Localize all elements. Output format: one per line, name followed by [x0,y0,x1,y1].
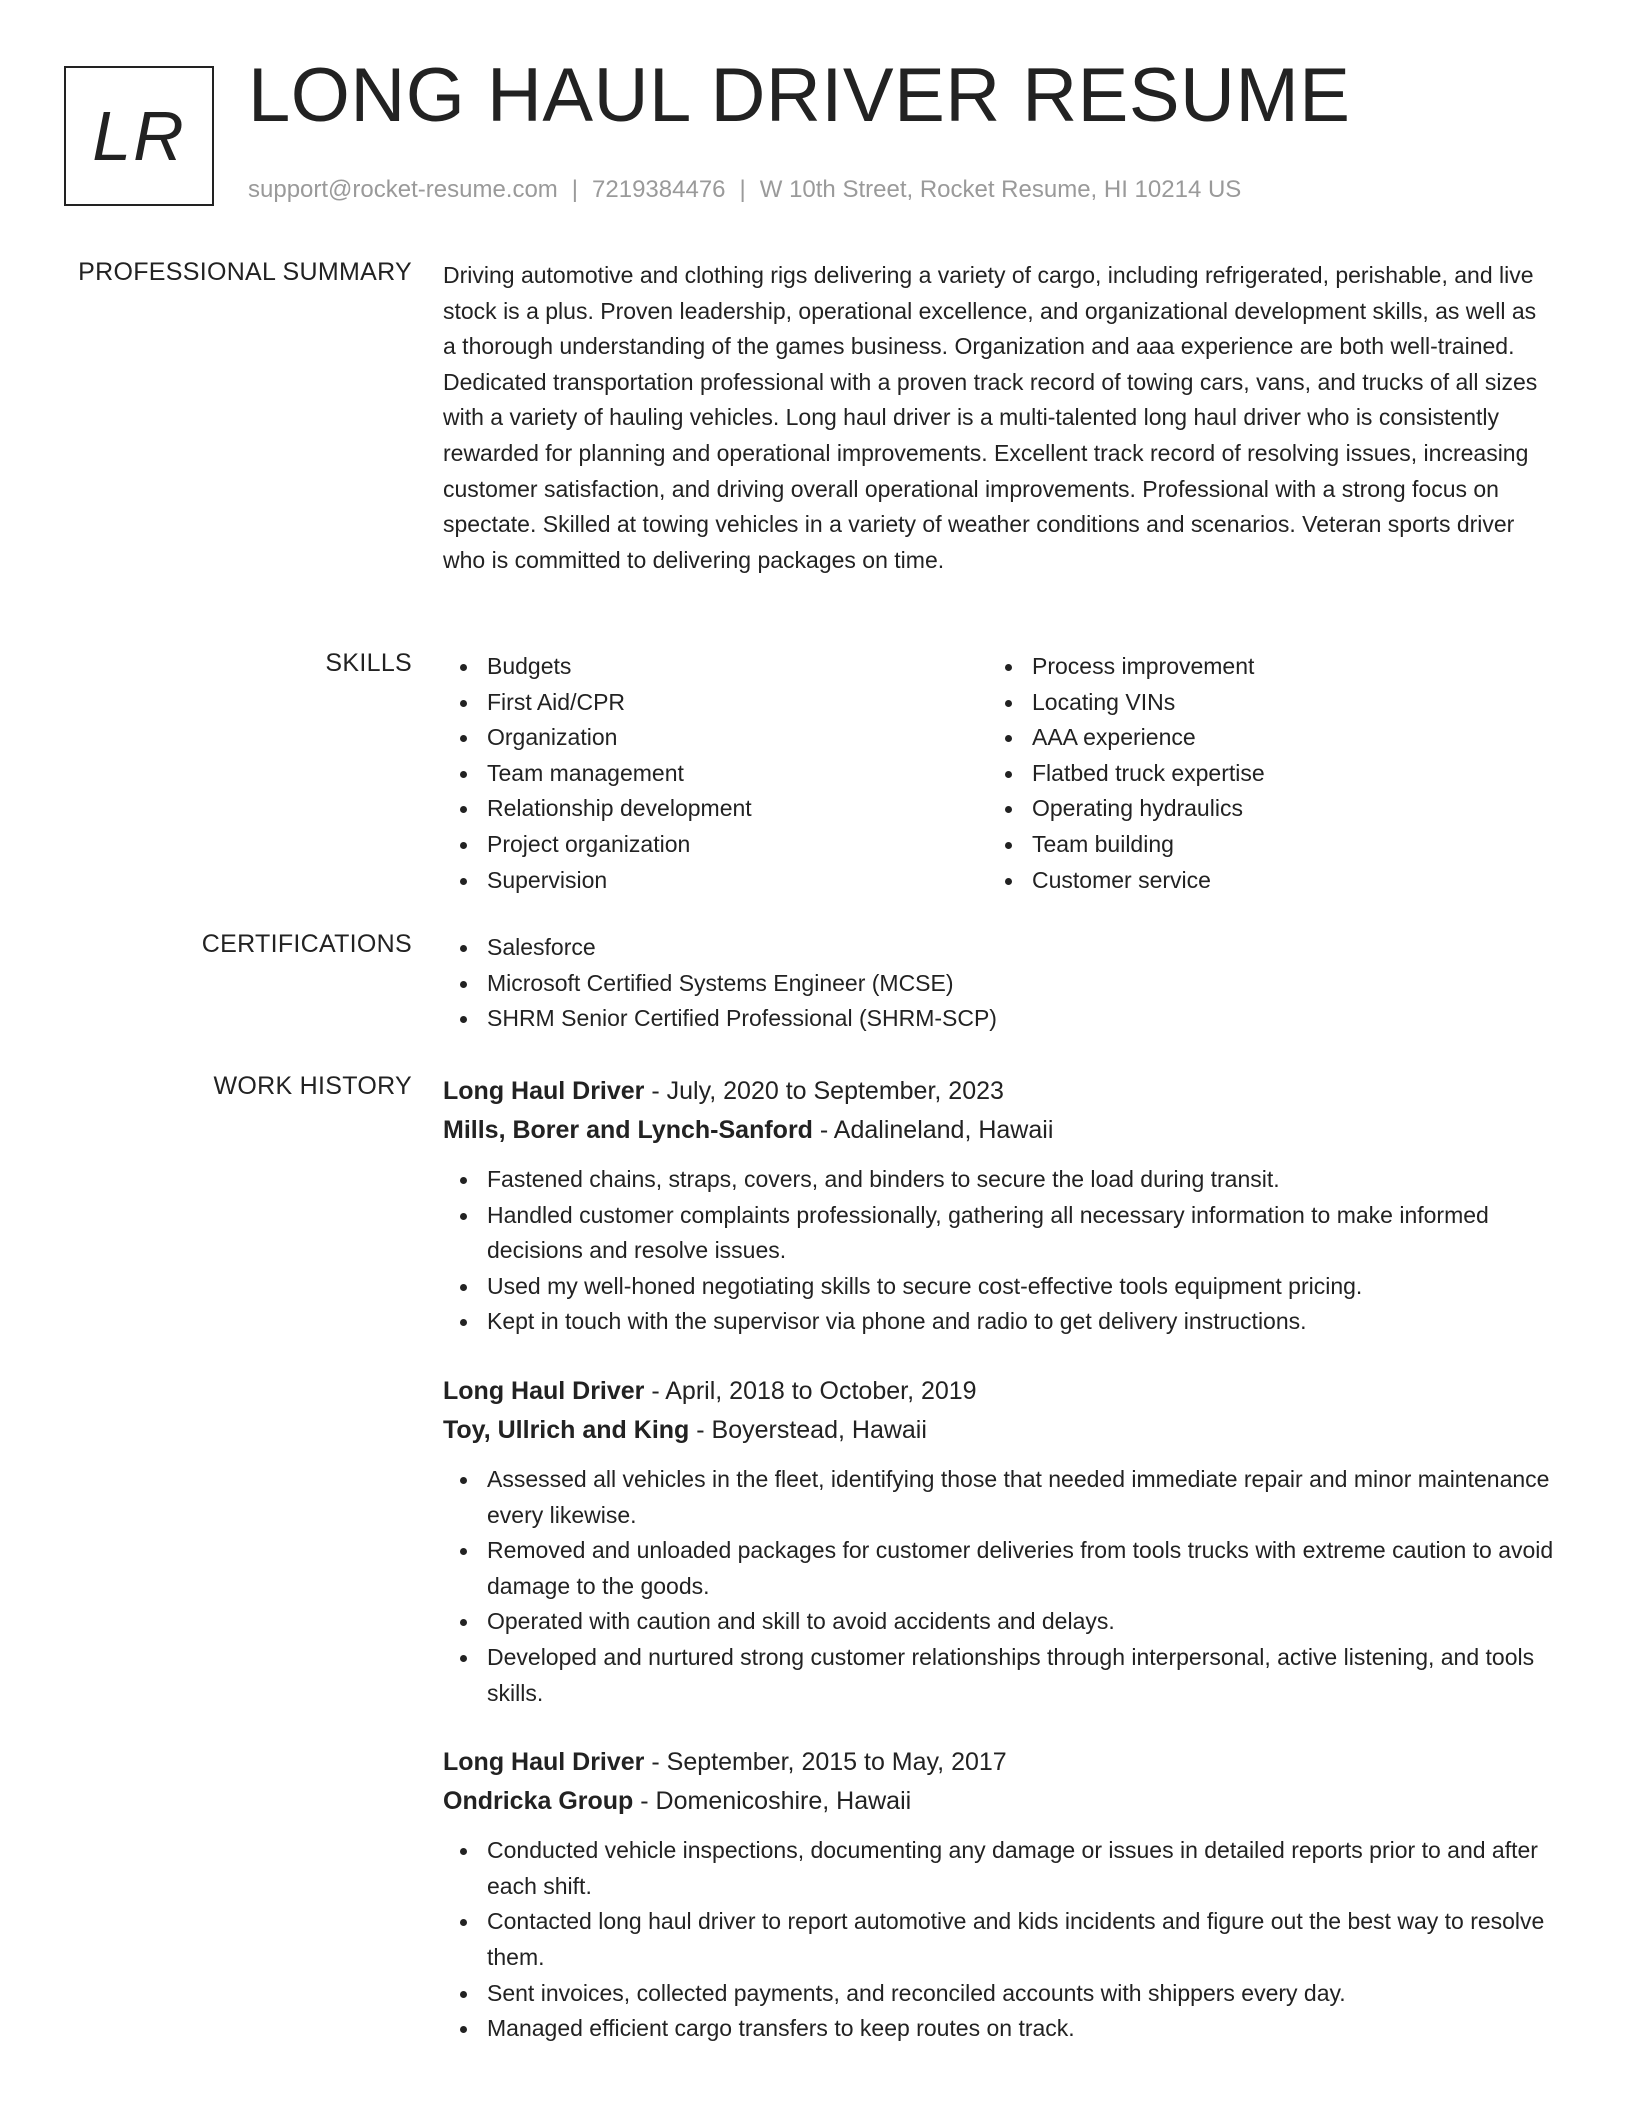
resume-title: LONG HAUL DRIVER RESUME [248,53,1351,138]
contact-separator: | [739,176,746,203]
skill-item: Team building [988,827,1533,863]
skill-item: Operating hydraulics [988,791,1533,827]
certification-item: SHRM Senior Certified Professional (SHRM-SCP) [443,1001,1555,1037]
job-bullet: Contacted long haul driver to report automotive and kids incidents and figure out the best way to resolve them. [443,1904,1555,1975]
job-bullet: Assessed all vehicles in the fleet, identifying those that needed immediate repair and minor maintenance every likewise. [443,1462,1555,1533]
certifications-list [443,930,1555,1037]
job-entry [443,1743,1555,2047]
section-label-summary: PROFESSIONAL SUMMARY [78,258,412,286]
skill-item: Relationship development [443,791,988,827]
skill-item: Process improvement [988,649,1533,685]
skill-item: First Aid/CPR [443,685,988,721]
certification-item: Salesforce [443,930,1555,966]
job-company: Toy, Ullrich and King [443,1415,690,1444]
certifications-body [443,930,1555,1037]
job-company: Mills, Borer and Lynch-Sanford [443,1116,813,1144]
job-title-line [443,1072,1555,1111]
contact-separator: | [571,176,579,203]
section-label-certifications: CERTIFICATIONS [201,930,412,958]
work-history-body [443,1072,1555,2047]
summary-text: Driving automotive and clothing rigs delivering a variety of cargo, including refrigerated, perishable, and live stock is a plus. Proven leadership, operational excellence, and organizational development skills, as well as a thorough understanding of the games business. Organization and aaa experience are both well-trained. Dedicated transportation professional with a proven track record of towing cars, vans, and trucks of all sizes with a variety of hauling vehicles. Long haul driver is a multi-talented long haul driver who is consistently rewarded for planning and operational improvements. Excellent track record of resolving issues, increasing customer satisfaction, and driving overall operational improvements. Professional with a strong focus on spectate. Skilled at towing vehicles in a variety of weather conditions and scenarios. Veteran sports driver who is committed to delivering packages on time. [443,262,1538,573]
job-bullet: Operated with caution and skill to avoid accidents and delays. [443,1604,1555,1640]
contact-email: support@rocket-resume.com [248,176,558,203]
monogram-box [64,66,214,206]
job-title: Long Haul Driver [443,1748,645,1777]
job-location: - Adalineland, Hawaii [812,1116,1054,1144]
job-company-line [443,1782,1555,1821]
skills-columns [443,649,1555,898]
skill-item: Flatbed truck expertise [988,756,1533,792]
job-entry [443,1372,1555,1711]
job-title: Long Haul Driver [443,1376,645,1405]
job-bullet: Used my well-honed negotiating skills to secure cost-effective tools equipment pricing. [443,1269,1555,1305]
job-title-line [443,1372,1555,1411]
monogram-initials: LR [92,97,186,175]
job-company-line [443,1411,1555,1450]
skill-item: Budgets [443,649,988,685]
job-dates: - July, 2020 to September, 2023 [644,1077,1004,1105]
skills-body [443,649,1555,898]
skill-item: AAA experience [988,720,1533,756]
skills-list-right [988,649,1533,898]
skill-item: Project organization [443,827,988,863]
job-bullet: Sent invoices, collected payments, and reconciled accounts with shippers every day. [443,1976,1555,2012]
job-bullet: Developed and nurtured strong customer relationships through interpersonal, active listening, and tools skills. [443,1640,1555,1711]
job-dates: - September, 2015 to May, 2017 [644,1748,1007,1777]
job-bullet: Conducted vehicle inspections, documenting any damage or issues in detailed reports prior to and after each shift. [443,1833,1555,1904]
job-bullets [443,1462,1555,1711]
skills-list-left [443,649,988,898]
job-bullet: Handled customer complaints professionally, gathering all necessary information to make informed decisions and resolve issues. [443,1198,1555,1269]
contact-address: W 10th Street, Rocket Resume, HI 10214 US [759,176,1242,203]
job-entry [443,1072,1555,1340]
job-bullet: Removed and unloaded packages for customer deliveries from tools trucks with extreme caution to avoid damage to the goods. [443,1533,1555,1604]
job-title-line [443,1743,1555,1782]
job-bullet: Fastened chains, straps, covers, and binders to secure the load during transit. [443,1162,1555,1198]
job-bullets [443,1162,1555,1340]
job-bullet: Kept in touch with the supervisor via phone and radio to get delivery instructions. [443,1304,1555,1340]
skill-item: Team management [443,756,988,792]
job-location: - Boyerstead, Hawaii [689,1415,927,1444]
job-bullets [443,1833,1555,2047]
job-location: - Domenicoshire, Hawaii [633,1787,912,1816]
job-dates: - April, 2018 to October, 2019 [644,1376,977,1405]
skill-item: Locating VINs [988,685,1533,721]
job-title: Long Haul Driver [443,1077,645,1105]
job-company: Ondricka Group [443,1787,634,1816]
skill-item: Customer service [988,863,1533,899]
contact-line [248,176,1241,204]
summary-body [443,258,1555,578]
section-label-work-history: WORK HISTORY [213,1072,412,1100]
section-label-skills: SKILLS [325,649,412,677]
skill-item: Supervision [443,863,988,899]
certification-item: Microsoft Certified Systems Engineer (MCSE) [443,966,1555,1002]
job-bullet: Managed efficient cargo transfers to keep routes on track. [443,2011,1555,2047]
skill-item: Organization [443,720,988,756]
job-company-line [443,1111,1555,1150]
contact-phone: 7219384476 [592,176,726,203]
